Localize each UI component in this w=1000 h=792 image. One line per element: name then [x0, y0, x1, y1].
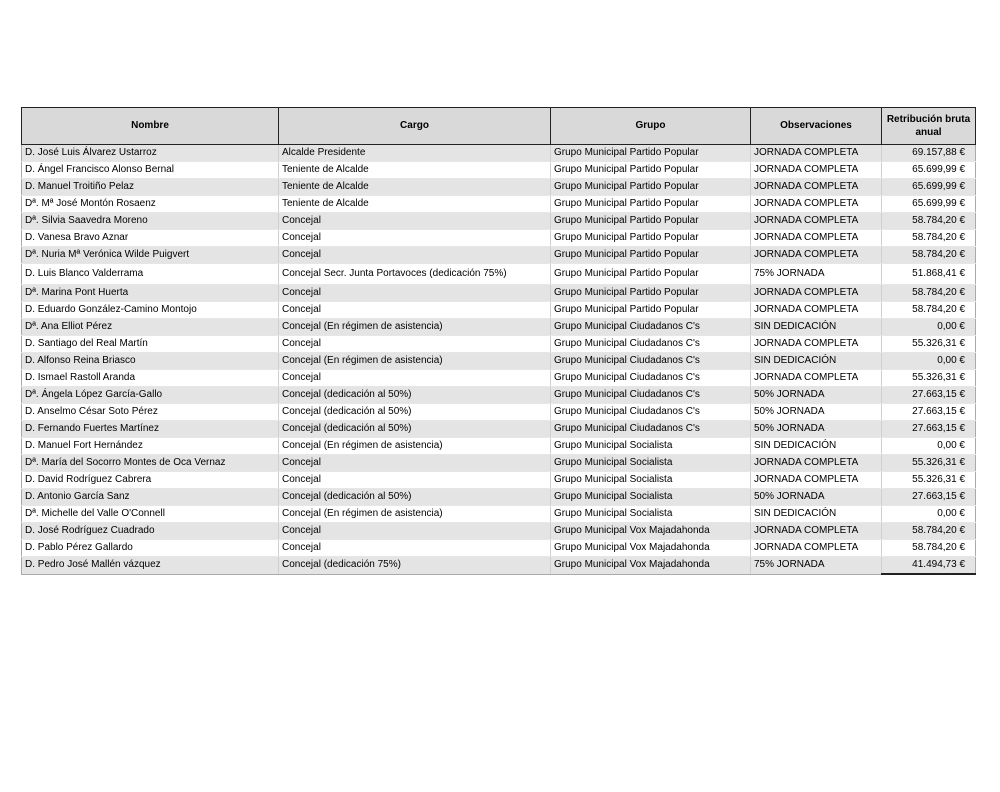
cell-cargo: Concejal: [279, 213, 551, 230]
cell-observaciones: JORNADA COMPLETA: [751, 455, 882, 472]
cell-cargo: Concejal (En régimen de asistencia): [279, 506, 551, 523]
cell-retribucion: 0,00 €: [882, 319, 976, 336]
cell-grupo: Grupo Municipal Socialista: [551, 472, 751, 489]
cell-grupo: Grupo Municipal Vox Majadahonda: [551, 540, 751, 557]
cell-retribucion: 55.326,31 €: [882, 472, 976, 489]
cell-observaciones: JORNADA COMPLETA: [751, 162, 882, 179]
cell-grupo: Grupo Municipal Partido Popular: [551, 247, 751, 264]
cell-grupo: Grupo Municipal Ciudadanos C's: [551, 404, 751, 421]
cell-nombre: D. Manuel Troitiño Pelaz: [22, 179, 279, 196]
cell-cargo: Concejal (dedicación al 50%): [279, 421, 551, 438]
cell-retribucion: 27.663,15 €: [882, 489, 976, 506]
cell-cargo: Concejal: [279, 523, 551, 540]
cell-observaciones: 50% JORNADA: [751, 489, 882, 506]
cell-cargo: Teniente de Alcalde: [279, 162, 551, 179]
cell-nombre: D. Santiago del Real Martín: [22, 336, 279, 353]
cell-retribucion: 58.784,20 €: [882, 230, 976, 247]
table-row: [22, 264, 976, 285]
table-row: [22, 302, 976, 319]
cell-cargo: Concejal (En régimen de asistencia): [279, 353, 551, 370]
cell-cargo: Concejal (dedicación al 50%): [279, 387, 551, 404]
table-row: [22, 557, 976, 575]
table-row: [22, 179, 976, 196]
cell-observaciones: SIN DEDICACIÓN: [751, 438, 882, 455]
table-row: [22, 213, 976, 230]
cell-observaciones: JORNADA COMPLETA: [751, 179, 882, 196]
cell-nombre: D. Antonio García Sanz: [22, 489, 279, 506]
cell-grupo: Grupo Municipal Ciudadanos C's: [551, 421, 751, 438]
cell-grupo: Grupo Municipal Vox Majadahonda: [551, 523, 751, 540]
cell-observaciones: JORNADA COMPLETA: [751, 302, 882, 319]
table-row: [22, 540, 976, 557]
cell-retribucion: 58.784,20 €: [882, 285, 976, 302]
cell-observaciones: SIN DEDICACIÓN: [751, 353, 882, 370]
cell-grupo: Grupo Municipal Partido Popular: [551, 264, 751, 285]
cell-grupo: Grupo Municipal Ciudadanos C's: [551, 370, 751, 387]
header-row: [22, 108, 976, 145]
cell-retribucion: 0,00 €: [882, 506, 976, 523]
table-row: [22, 455, 976, 472]
table-row: [22, 336, 976, 353]
table-row: [22, 230, 976, 247]
cell-observaciones: JORNADA COMPLETA: [751, 247, 882, 264]
cell-observaciones: SIN DEDICACIÓN: [751, 506, 882, 523]
cell-retribucion: 51.868,41 €: [882, 264, 976, 285]
cell-cargo: Concejal: [279, 455, 551, 472]
header-retribucion: [882, 108, 976, 145]
cell-grupo: Grupo Municipal Ciudadanos C's: [551, 353, 751, 370]
table-row: [22, 162, 976, 179]
table-row: [22, 404, 976, 421]
table-row: [22, 506, 976, 523]
header-retribucion-line2: anual: [915, 127, 942, 138]
cell-retribucion: 55.326,31 €: [882, 370, 976, 387]
cell-cargo: Teniente de Alcalde: [279, 179, 551, 196]
cell-observaciones: JORNADA COMPLETA: [751, 370, 882, 387]
cell-nombre: Dª. Ángela López García-Gallo: [22, 387, 279, 404]
cell-observaciones: 75% JORNADA: [751, 557, 882, 575]
cell-grupo: Grupo Municipal Partido Popular: [551, 213, 751, 230]
cell-retribucion: 65.699,99 €: [882, 162, 976, 179]
cell-cargo: Concejal (En régimen de asistencia): [279, 438, 551, 455]
cell-retribucion: 58.784,20 €: [882, 213, 976, 230]
cell-observaciones: JORNADA COMPLETA: [751, 472, 882, 489]
cell-observaciones: JORNADA COMPLETA: [751, 540, 882, 557]
cell-cargo: Teniente de Alcalde: [279, 196, 551, 213]
cell-cargo: Concejal: [279, 336, 551, 353]
cell-nombre: D. Alfonso Reina Briasco: [22, 353, 279, 370]
cell-nombre: D. Pablo Pérez Gallardo: [22, 540, 279, 557]
cell-nombre: D. Vanesa Bravo Aznar: [22, 230, 279, 247]
cell-retribucion: 0,00 €: [882, 438, 976, 455]
cell-cargo: Concejal (dedicación al 50%): [279, 489, 551, 506]
cell-nombre: D. Luis Blanco Valderrama: [22, 264, 279, 285]
cell-grupo: Grupo Municipal Ciudadanos C's: [551, 387, 751, 404]
cell-grupo: Grupo Municipal Partido Popular: [551, 196, 751, 213]
cell-retribucion: 27.663,15 €: [882, 387, 976, 404]
cell-cargo: Concejal (dedicación 75%): [279, 557, 551, 575]
cell-observaciones: JORNADA COMPLETA: [751, 523, 882, 540]
cell-observaciones: JORNADA COMPLETA: [751, 196, 882, 213]
cell-cargo: Concejal (En régimen de asistencia): [279, 319, 551, 336]
table-body: [22, 145, 976, 575]
cell-retribucion: 55.326,31 €: [882, 455, 976, 472]
cell-retribucion: 65.699,99 €: [882, 179, 976, 196]
table-row: [22, 370, 976, 387]
cell-observaciones: 50% JORNADA: [751, 404, 882, 421]
cell-nombre: Dª. Nuria Mª Verónica Wilde Puigvert: [22, 247, 279, 264]
cell-nombre: Dª. Mª José Montón Rosaenz: [22, 196, 279, 213]
cell-nombre: D. David Rodríguez Cabrera: [22, 472, 279, 489]
table-row: [22, 489, 976, 506]
header-nombre: Nombre: [22, 108, 279, 145]
cell-cargo: Concejal: [279, 285, 551, 302]
cell-cargo: Alcalde Presidente: [279, 145, 551, 162]
cell-retribucion: 27.663,15 €: [882, 404, 976, 421]
table-row: [22, 421, 976, 438]
cell-grupo: Grupo Municipal Partido Popular: [551, 145, 751, 162]
header-cargo: Cargo: [279, 108, 551, 145]
cell-retribucion: 65.699,99 €: [882, 196, 976, 213]
cell-observaciones: JORNADA COMPLETA: [751, 145, 882, 162]
table-row: [22, 196, 976, 213]
cell-nombre: Dª. Marina Pont Huerta: [22, 285, 279, 302]
cell-nombre: D. Eduardo González-Camino Montojo: [22, 302, 279, 319]
cell-observaciones: JORNADA COMPLETA: [751, 336, 882, 353]
cell-retribucion: 58.784,20 €: [882, 523, 976, 540]
cell-retribucion: 55.326,31 €: [882, 336, 976, 353]
cell-observaciones: SIN DEDICACIÓN: [751, 319, 882, 336]
cell-nombre: D. Manuel Fort Hernández: [22, 438, 279, 455]
cell-observaciones: 50% JORNADA: [751, 421, 882, 438]
cell-retribucion: 58.784,20 €: [882, 540, 976, 557]
cell-grupo: Grupo Municipal Socialista: [551, 438, 751, 455]
cell-nombre: Dª. Michelle del Valle O'Connell: [22, 506, 279, 523]
cell-retribucion: 41.494,73 €: [882, 557, 976, 575]
cell-retribucion: 0,00 €: [882, 353, 976, 370]
cell-grupo: Grupo Municipal Ciudadanos C's: [551, 319, 751, 336]
table-row: [22, 387, 976, 404]
cell-nombre: D. José Luis Álvarez Ustarroz: [22, 145, 279, 162]
cell-cargo: Concejal: [279, 472, 551, 489]
table-row: [22, 523, 976, 540]
cell-nombre: Dª. Ana Elliot Pérez: [22, 319, 279, 336]
cell-nombre: D. José Rodríguez Cuadrado: [22, 523, 279, 540]
cell-cargo: Concejal: [279, 540, 551, 557]
cell-grupo: Grupo Municipal Partido Popular: [551, 302, 751, 319]
table-row: [22, 472, 976, 489]
header-observaciones: Observaciones: [751, 108, 882, 145]
cell-grupo: Grupo Municipal Partido Popular: [551, 285, 751, 302]
cell-grupo: Grupo Municipal Partido Popular: [551, 179, 751, 196]
cell-cargo: Concejal: [279, 230, 551, 247]
cell-nombre: D. Fernando Fuertes Martínez: [22, 421, 279, 438]
cell-retribucion: 58.784,20 €: [882, 302, 976, 319]
cell-observaciones: JORNADA COMPLETA: [751, 213, 882, 230]
cell-nombre: Dª. Silvia Saavedra Moreno: [22, 213, 279, 230]
cell-grupo: Grupo Municipal Vox Majadahonda: [551, 557, 751, 575]
cell-observaciones: JORNADA COMPLETA: [751, 285, 882, 302]
cell-nombre: D. Anselmo César Soto Pérez: [22, 404, 279, 421]
cell-retribucion: 27.663,15 €: [882, 421, 976, 438]
cell-cargo: Concejal: [279, 370, 551, 387]
cell-cargo: Concejal: [279, 302, 551, 319]
table-row: [22, 438, 976, 455]
cell-grupo: Grupo Municipal Partido Popular: [551, 230, 751, 247]
header-grupo: Grupo: [551, 108, 751, 145]
cell-grupo: Grupo Municipal Ciudadanos C's: [551, 336, 751, 353]
cell-observaciones: JORNADA COMPLETA: [751, 230, 882, 247]
table-row: [22, 247, 976, 264]
cell-cargo: Concejal: [279, 247, 551, 264]
header-retribucion-line1: Retribución bruta: [886, 113, 971, 125]
cell-retribucion: 69.157,88 €: [882, 145, 976, 162]
table-row: [22, 145, 976, 162]
cell-grupo: Grupo Municipal Partido Popular: [551, 162, 751, 179]
retribuciones-table: [21, 107, 976, 575]
cell-nombre: D. Pedro José Mallén vázquez: [22, 557, 279, 575]
cell-grupo: Grupo Municipal Socialista: [551, 506, 751, 523]
cell-grupo: Grupo Municipal Socialista: [551, 455, 751, 472]
cell-observaciones: 75% JORNADA: [751, 264, 882, 285]
cell-nombre: D. Ángel Francisco Alonso Bernal: [22, 162, 279, 179]
cell-cargo: Concejal (dedicación al 50%): [279, 404, 551, 421]
cell-nombre: D. Ismael Rastoll Aranda: [22, 370, 279, 387]
cell-grupo: Grupo Municipal Socialista: [551, 489, 751, 506]
cell-retribucion: 58.784,20 €: [882, 247, 976, 264]
cell-cargo: Concejal Secr. Junta Portavoces (dedicación 75%): [279, 264, 551, 285]
table-row: [22, 353, 976, 370]
cell-observaciones: 50% JORNADA: [751, 387, 882, 404]
table-row: [22, 319, 976, 336]
cell-nombre: Dª. María del Socorro Montes de Oca Vernaz: [22, 455, 279, 472]
table-row: [22, 285, 976, 302]
